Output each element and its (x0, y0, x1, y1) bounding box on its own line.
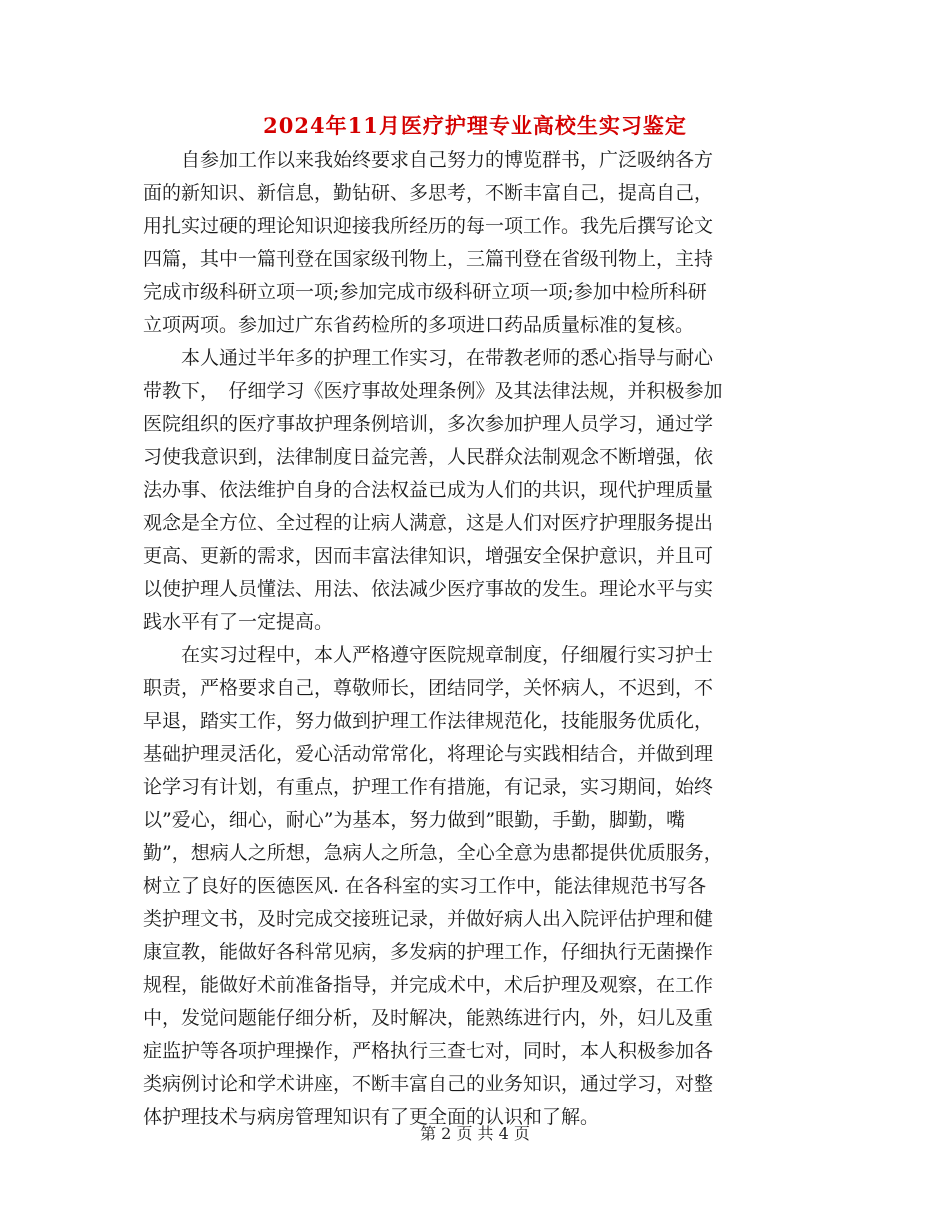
paragraph (143, 342, 813, 639)
paragraph-line: 职责，严格要求自己，尊敬师长，团结同学，关怀病人，不迟到，不 (143, 677, 714, 699)
document-title: 2024年11月医疗护理专业高校生实习鉴定 (263, 113, 687, 138)
paragraph-line: 观念是全方位、全过程的让病人满意，这是人们对医疗护理服务提出 (143, 512, 714, 534)
paragraph-line: 立项两项。参加过广东省药检所的多项进口药品质量标准的复核。 (143, 314, 695, 336)
paragraph-line: 自参加工作以来我始终要求自己努力的博览群书，广泛吸纳各方 (143, 149, 714, 171)
paragraph-line: 本人通过半年多的护理工作实习，在带教老师的悉心指导与耐心 (143, 347, 714, 369)
paragraph-line: 在实习过程中，本人严格遵守医院规章制度，仔细履行实习护士 (143, 644, 714, 666)
paragraph-line: 症监护等各项护理操作，严格执行三查七对，同时，本人积极参加各 (143, 1040, 714, 1062)
paragraph-line: 以使护理人员懂法、用法、依法减少医疗事故的发生。理论水平与实 (143, 578, 714, 600)
document-body (143, 144, 813, 1134)
paragraph-line: 面的新知识、新信息，勤钻研、多思考，不断丰富自己，提高自己， (143, 182, 714, 204)
paragraph-line: 勤”，想病人之所想，急病人之所急，全心全意为患都提供优质服务， (143, 842, 723, 864)
paragraph-line: 习使我意识到，法律制度日益完善，人民群众法制观念不断增强，依 (143, 446, 714, 468)
paragraph-line: 体护理技术与病房管理知识有了更全面的认识和了解。 (143, 1106, 600, 1128)
paragraph-line: 类病例讨论和学术讲座，不断丰富自己的业务知识，通过学习，对整 (143, 1073, 714, 1095)
paragraph-line: 完成市级科研立项一项;参加完成市级科研立项一项;参加中检所科研 (143, 281, 707, 303)
paragraph-line: 四篇，其中一篇刊登在国家级刊物上，三篇刊登在省级刊物上，主持 (143, 248, 714, 270)
paragraph-line: 早退，踏实工作，努力做到护理工作法律规范化，技能服务优质化， (143, 710, 714, 732)
paragraph-line: 以”爱心，细心，耐心”为基本，努力做到”眼勤，手勤，脚勤，嘴 (143, 809, 686, 831)
paragraph-line: 践水平有了一定提高。 (143, 611, 334, 633)
paragraph (143, 144, 813, 342)
paragraph-line: 基础护理灵活化，爱心活动常常化，将理论与实践相结合，并做到理 (143, 743, 714, 765)
paragraph-line: 中，发觉问题能仔细分析，及时解决，能熟练进行内，外，妇儿及重 (143, 1007, 714, 1029)
paragraph (143, 639, 813, 1134)
paragraph-line: 带教下， 仔细学习《医疗事故处理条例》及其法律法规，并积极参加 (143, 380, 723, 402)
paragraph-line: 更高、更新的需求，因而丰富法律知识，增强安全保护意识，并且可 (143, 545, 714, 567)
paragraph-line: 类护理文书，及时完成交接班记录，并做好病人出入院评估护理和健 (143, 908, 714, 930)
paragraph-line: 医院组织的医疗事故护理条例培训，多次参加护理人员学习，通过学 (143, 413, 714, 435)
paragraph-line: 用扎实过硬的理论知识迎接我所经历的每一项工作。我先后撰写论文 (143, 215, 714, 237)
paragraph-line: 康宣教，能做好各科常见病，多发病的护理工作，仔细执行无菌操作 (143, 941, 714, 963)
paragraph-line: 法办事、依法维护自身的合法权益已成为人们的共识，现代护理质量 (143, 479, 714, 501)
page-footer: 第 2 页 共 4 页 (420, 1124, 530, 1143)
paragraph-line: 规程，能做好术前准备指导，并完成术中，术后护理及观察，在工作 (143, 974, 714, 996)
paragraph-line: 树立了良好的医德医风. 在各科室的实习工作中，能法律规范书写各 (143, 875, 707, 897)
paragraph-line: 论学习有计划，有重点，护理工作有措施，有记录，实习期间，始终 (143, 776, 714, 798)
